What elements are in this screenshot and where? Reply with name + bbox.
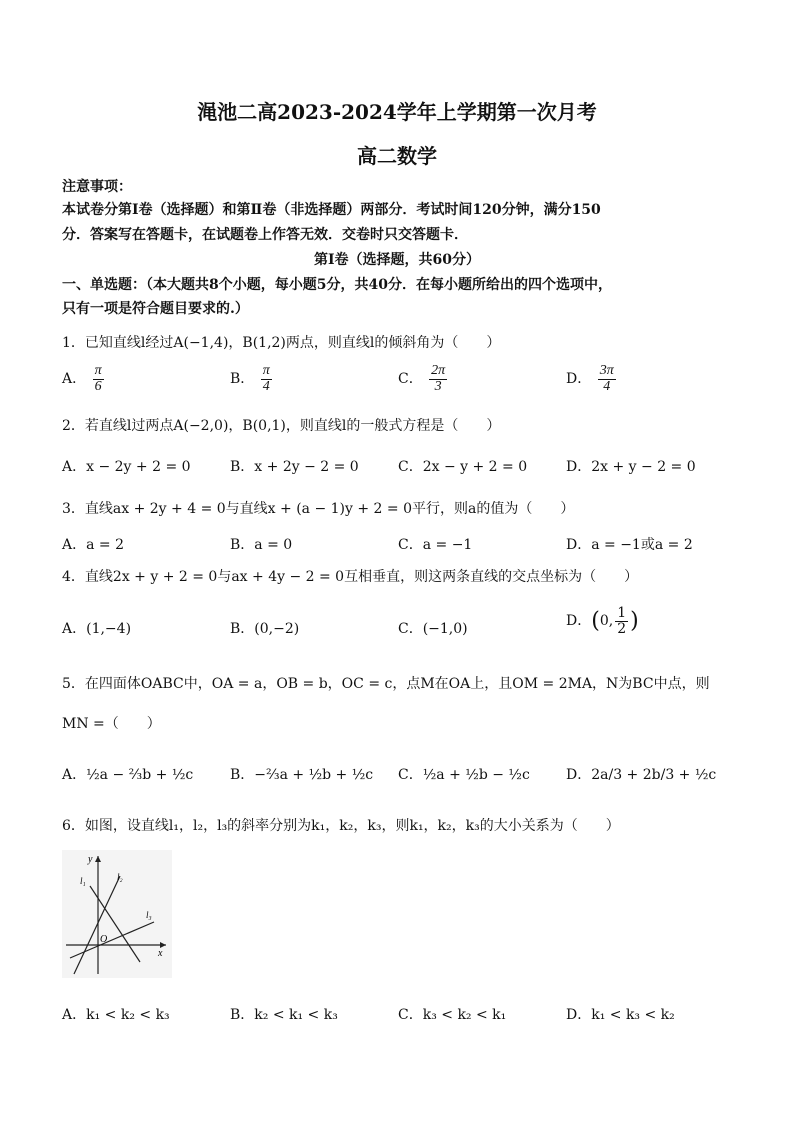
question-4-stem: 4．直线2x + y + 2 = 0与ax + 4y − 2 = 0互相垂直，则这两条直线的交点坐标为（ ） [62,569,639,585]
question-3-option-b: B．a = 0 [230,537,293,553]
question-5-option-b: B．−⅔a + ½b + ½c [230,767,374,783]
question-3-option-d: D．a = −1或a = 2 [566,537,693,553]
question-6-option-a: A．k₁ < k₂ < k₃ [62,1007,170,1023]
section-heading: 第Ⅰ卷（选择题，共60分） [313,252,481,268]
question-2-option-d: D．2x + y − 2 = 0 [566,459,696,475]
question-2-stem: 2．若直线l过两点A(−2,0)，B(0,1)，则直线l的一般式方程是（ ） [62,418,501,434]
line-l3 [70,922,154,958]
fraction [615,606,628,636]
question-2-option-a: A．x − 2y + 2 = 0 [62,459,191,475]
fraction [429,364,447,394]
question-5-option-d: D．2a/3 + 2b/3 + ½c [566,767,717,783]
option-label: C． [398,371,423,388]
question-1-option-b [230,364,274,394]
question-1-option-d [566,364,618,394]
denominator: 6 [94,378,102,394]
question-1-option-c [398,364,449,394]
question-1-stem: 1．已知直线l经过A(−1,4)，B(1,2)两点，则直线l的倾斜角为（ ） [62,335,501,351]
option-label: A． [62,371,87,388]
coord-prefix: 0, [599,613,614,630]
l1-label: l₁ [80,876,86,886]
question-5-stem: 5．在四面体OABC中，OA = a，OB = b，OC = c，点M在OA上，且OM = 2MA，N为BC中点，则 [62,676,710,692]
question-6-option-d: D．k₁ < k₃ < k₂ [566,1007,675,1023]
section-instructions-2: 只有一项是符合题目要求的.） [62,301,249,317]
question-6-option-b: B．k₂ < k₁ < k₃ [230,1007,338,1023]
question-4-option-d [566,606,639,636]
numerator: 3π [599,363,614,378]
option-label: D． [566,371,592,388]
fraction [598,364,616,394]
question-6-stem: 6．如图，设直线l₁，l₂，l₃的斜率分别为k₁，k₂，k₃，则k₁，k₂，k₃的大小关系为（ ） [62,818,620,834]
section-instructions-1: 一、单选题：（本大题共8个小题，每小题5分，共40分．在每小题所给出的四个选项中， [62,277,612,293]
fraction [261,364,272,394]
denominator: 3 [434,378,442,394]
y-axis-arrow [95,856,101,862]
notice-heading: 注意事项： [62,179,132,195]
question-2-option-b: B．x + 2y − 2 = 0 [230,459,359,475]
numerator: 2π [431,363,446,378]
origin-label: O [100,934,108,945]
line-l2 [74,876,120,974]
l2-label: l₂ [117,872,123,882]
l3-label: l₃ [146,910,152,920]
question-4-option-a: A．(1,−4) [62,621,132,637]
x-axis-label: x [158,948,163,959]
denominator: 2 [617,620,627,637]
left-paren: ( [591,608,600,634]
slope-diagram [62,850,172,978]
slope-diagram-svg [62,850,172,978]
denominator: 4 [603,378,611,394]
numerator: 1 [617,605,627,621]
question-3-option-c: C．a = −1 [398,537,473,553]
right-paren: ) [630,608,639,634]
question-3-option-a: A．a = 2 [62,537,124,553]
question-5-stem-2: MN =（ ） [62,716,161,732]
numerator: π [94,363,102,378]
question-6-option-c: C．k₃ < k₂ < k₁ [398,1007,507,1023]
question-5-option-c: C．½a + ½b − ½c [398,767,530,783]
notice-line-2: 分．答案写在答题卡，在试题卷上作答无效．交卷时只交答题卡． [62,227,468,243]
y-axis-label: y [88,854,93,865]
question-2-option-c: C．2x − y + 2 = 0 [398,459,528,475]
fraction [93,364,104,394]
question-1-option-a [62,364,106,394]
exam-subtitle: 高二数学 [357,144,437,168]
denominator: 4 [262,378,270,394]
question-5-option-a: A．½a − ⅔b + ½c [62,767,194,783]
option-label: B． [230,371,255,388]
question-4-option-c: C．(−1,0) [398,621,468,637]
exam-title: 渑池二高2023-2024学年上学期第一次月考 [197,100,597,124]
notice-line-1: 本试卷分第Ⅰ卷（选择题）和第Ⅱ卷（非选择题）两部分．考试时间120分钟，满分150 [62,202,601,218]
numerator: π [262,363,270,378]
option-label: D． [566,613,592,630]
question-4-option-b: B．(0,−2) [230,621,300,637]
question-3-stem: 3．直线ax + 2y + 4 = 0与直线x + (a − 1)y + 2 = 0平行，则a的值为（ ） [62,501,575,517]
